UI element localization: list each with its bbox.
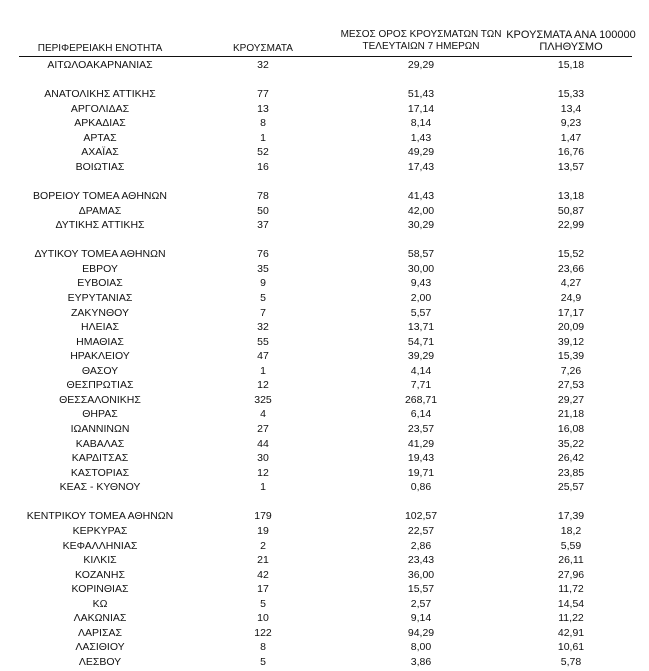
region-name: ΑΡΓΟΛΙΔΑΣ [70,102,130,115]
cases-per-100000-value: 18,2 [560,524,582,537]
region-name: ΒΟΙΩΤΙΑΣ [75,160,125,173]
region-name: ΑΧΑΪΑΣ [81,146,119,159]
table-row [0,524,649,538]
cases-value: 17 [257,583,269,596]
region-name: ΚΑΒΑΛΑΣ [75,437,125,450]
cases-per-100000-value: 11,72 [558,583,584,596]
cases-value: 1 [260,364,266,377]
region-name: ΚΟΖΑΝΗΣ [75,568,125,581]
table-row [0,509,649,523]
region-name: ΒΟΡΕΙΟΥ ΤΟΜΕΑ ΑΘΗΝΩΝ [33,190,167,202]
avg-7day-value: 51,43 [407,88,435,101]
avg-7day-value: 8,14 [410,117,432,130]
avg-7day-value: 15,57 [407,583,435,596]
table-row [0,407,649,421]
header-rule [19,56,632,57]
cases-per-100000-value: 27,96 [557,568,585,581]
cases-value: 8 [260,117,266,130]
cases-per-100000-value: 50,87 [557,204,585,217]
avg-7day-value: 5,57 [410,306,432,319]
table-row [0,364,649,378]
region-name: ΕΒΡΟΥ [82,262,118,275]
avg-7day-value: 19,71 [407,466,435,479]
cases-per-100000-value: 17,39 [557,510,585,523]
cases-value: 5 [260,597,266,610]
avg-7day-value: 54,71 [407,335,435,348]
table-row [0,102,649,116]
cases-value: 50 [257,204,269,217]
region-name: ΔΥΤΙΚΗΣ ΑΤΤΙΚΗΣ [55,219,145,232]
table-row [0,218,649,232]
avg-7day-value: 17,43 [407,160,435,173]
table-row [0,378,649,392]
region-name: ΖΑΚΥΝΘΟΥ [70,306,129,319]
region-name: ΑΝΑΤΟΛΙΚΗΣ ΑΤΤΙΚΗΣ [44,88,156,101]
region-name: ΑΡΤΑΣ [83,131,117,144]
table-row [0,131,649,145]
region-name: ΗΜΑΘΙΑΣ [76,335,124,348]
avg-7day-value: 22,57 [407,524,435,537]
table-row [0,466,649,480]
table-row [0,262,649,276]
cases-value: 5 [260,292,266,304]
cases-per-100000-value: 5,78 [560,656,582,668]
cases-per-100000-value: 23,85 [557,466,585,479]
avg-7day-value: 19,43 [407,452,435,465]
region-name: ΚΕΦΑΛΛΗΝΙΑΣ [62,539,138,552]
header-cases-per-100000-line1: ΚΡΟΥΣΜΑΤΑ ΑΝΑ 100000 [506,29,636,41]
cases-value: 27 [257,423,269,435]
region-name: ΚΕΝΤΡΙΚΟΥ ΤΟΜΕΑ ΑΘΗΝΩΝ [26,510,174,523]
table-row [0,306,649,320]
avg-7day-value: 13,71 [407,321,435,334]
region-name: ΚΩ [92,597,108,610]
cases-value: 16 [257,160,269,173]
cases-value: 52 [257,146,269,159]
avg-7day-value: 41,43 [407,190,435,202]
header-cases-per-100000-line2: ΠΛΗΘΥΣΜΟ [539,41,603,53]
cases-per-100000-value: 35,22 [557,437,585,450]
region-name: ΘΕΣΣΑΛΟΝΙΚΗΣ [59,393,141,406]
table-row [0,58,649,72]
avg-7day-value: 36,00 [407,568,435,581]
table-row [0,349,649,363]
region-name: ΛΕΣΒΟΥ [78,656,122,668]
avg-7day-value: 3,86 [410,656,432,668]
cases-per-100000-value: 27,53 [557,379,585,392]
cases-per-100000-value: 9,23 [560,117,582,130]
table-row [0,611,649,625]
cases-per-100000-value: 39,12 [557,335,585,348]
cases-value: 47 [257,350,269,363]
avg-7day-value: 30,00 [407,262,435,275]
region-name: ΕΥΒΟΙΑΣ [77,277,123,290]
cases-per-100000-value: 7,26 [560,364,582,377]
cases-per-100000-value: 13,4 [560,102,582,115]
avg-7day-value: 4,14 [410,364,432,377]
table-row [0,291,649,305]
region-name: ΚΕΡΚΥΡΑΣ [72,524,128,537]
cases-per-100000-value: 16,08 [557,423,585,435]
cases-value: 7 [260,306,266,319]
cases-value: 30 [257,452,269,465]
cases-per-100000-value: 21,18 [557,408,585,421]
cases-value: 12 [257,379,269,392]
cases-value: 8 [260,641,266,654]
region-name: ΔΡΑΜΑΣ [78,204,122,217]
table-row [0,539,649,553]
region-name: ΚΟΡΙΝΘΙΑΣ [71,583,129,596]
table-row [0,393,649,407]
table-row [0,189,649,203]
cases-per-100000-value: 42,91 [557,626,585,639]
cases-per-100000-value: 13,57 [557,160,585,173]
table-row [0,422,649,436]
region-name: ΛΑΚΩΝΙΑΣ [73,612,127,625]
cases-per-100000-value: 29,27 [557,393,585,406]
table-row [0,247,649,261]
region-name: ΙΩΑΝΝΙΝΩΝ [70,423,130,435]
table-row [0,437,649,451]
cases-value: 4 [260,408,266,421]
avg-7day-value: 17,14 [407,102,435,115]
avg-7day-value: 102,57 [404,510,438,523]
cases-per-100000-value: 13,18 [557,190,585,202]
cases-value: 1 [260,481,266,494]
cases-per-100000-value: 26,11 [558,554,584,566]
avg-7day-value: 9,43 [410,277,432,290]
cases-per-100000-value: 15,18 [557,59,585,71]
cases-value: 78 [257,190,269,202]
cases-value: 37 [257,219,269,232]
header-7day-average-line2: ΤΕΛΕΥΤΑΙΩΝ 7 ΗΜΕΡΩΝ [362,41,480,52]
cases-value: 5 [260,656,266,668]
region-name: ΕΥΡΥΤΑΝΙΑΣ [67,292,133,304]
cases-per-100000-value: 17,17 [557,306,585,319]
cases-value: 55 [257,335,269,348]
header-7day-average [331,29,511,53]
avg-7day-value: 8,00 [410,641,432,654]
cases-value: 35 [257,262,269,275]
region-name: ΗΛΕΙΑΣ [80,321,119,334]
avg-7day-value: 6,14 [410,408,432,421]
table-row [0,597,649,611]
avg-7day-value: 9,14 [410,612,432,625]
region-name: ΘΗΡΑΣ [82,408,118,421]
cases-value: 325 [254,393,272,406]
region-name: ΘΕΣΠΡΩΤΙΑΣ [66,379,134,392]
region-name: ΚΙΛΚΙΣ [83,554,117,566]
cases-value: 122 [254,626,272,639]
cases-per-100000-value: 11,22 [558,612,584,625]
avg-7day-value: 268,71 [404,393,438,406]
avg-7day-value: 2,00 [410,292,432,304]
cases-per-100000-value: 20,09 [557,321,585,334]
cases-value: 42 [257,568,269,581]
cases-value: 44 [257,437,269,450]
region-name: ΔΥΤΙΚΟΥ ΤΟΜΕΑ ΑΘΗΝΩΝ [34,248,166,261]
table-row [0,626,649,640]
table-row [0,480,649,494]
cases-value: 76 [257,248,269,261]
cases-value: 2 [260,539,266,552]
region-name: ΛΑΡΙΣΑΣ [78,626,122,639]
cases-value: 179 [254,510,272,523]
avg-7day-value: 2,86 [410,539,432,552]
table-row [0,160,649,174]
cases-value: 1 [260,131,266,144]
cases-per-100000-value: 4,27 [560,277,582,290]
cases-per-100000-value: 1,47 [560,131,582,144]
avg-7day-value: 0,86 [410,481,432,494]
table-row [0,568,649,582]
table-row [0,320,649,334]
avg-7day-value: 29,29 [407,59,435,71]
table-row [0,116,649,130]
region-name: ΚΕΑΣ - ΚΥΘΝΟΥ [59,481,141,494]
cases-per-100000-value: 23,66 [557,262,585,275]
cases-per-100000-value: 15,39 [557,350,585,363]
avg-7day-value: 42,00 [407,204,435,217]
cases-per-100000-value: 24,9 [560,292,582,304]
region-name: ΑΡΚΑΔΙΑΣ [74,117,126,130]
region-name: ΚΑΣΤΟΡΙΑΣ [70,466,130,479]
avg-7day-value: 94,29 [407,626,435,639]
avg-7day-value: 39,29 [407,350,435,363]
cases-per-100000-value: 5,59 [560,539,582,552]
table-row [0,145,649,159]
table-row [0,335,649,349]
table-row [0,87,649,101]
cases-per-100000-value: 26,42 [557,452,585,465]
table-row [0,553,649,567]
table-row [0,204,649,218]
header-cases-per-100000 [486,29,649,53]
cases-value: 77 [257,88,269,101]
avg-7day-value: 2,57 [410,597,432,610]
avg-7day-value: 49,29 [407,146,435,159]
cases-value: 9 [260,277,266,290]
cases-value: 32 [257,321,269,334]
table-row [0,276,649,290]
region-name: ΚΑΡΔΙΤΣΑΣ [71,452,129,465]
cases-per-100000-value: 15,33 [557,88,585,101]
avg-7day-value: 58,57 [407,248,435,261]
region-name: ΘΑΣΟΥ [81,364,119,377]
table-row [0,655,649,669]
region-name: ΑΙΤΩΛΟΑΚΑΡΝΑΝΙΑΣ [47,59,153,71]
cases-per-100000-value: 22,99 [557,219,585,232]
region-name: ΗΡΑΚΛΕΙΟΥ [70,350,130,363]
header-region: ΠΕΡΙΦΕΡΕΙΑΚΗ ΕΝΟΤΗΤΑ [37,43,163,54]
avg-7day-value: 23,43 [407,554,435,566]
cases-value: 10 [257,612,269,625]
avg-7day-value: 7,71 [410,379,432,392]
cases-value: 12 [257,466,269,479]
cases-per-100000-value: 10,61 [557,641,585,654]
cases-value: 21 [257,554,269,566]
cases-per-100000-value: 25,57 [557,481,585,494]
header-cases: ΚΡΟΥΣΜΑΤΑ [233,43,293,54]
cases-value: 19 [257,524,269,537]
cases-value: 13 [257,102,269,115]
avg-7day-value: 30,29 [407,219,435,232]
cases-per-100000-value: 16,76 [557,146,585,159]
region-name: ΛΑΣΙΘΙΟΥ [75,641,125,654]
table-row [0,582,649,596]
cases-value: 32 [257,59,269,71]
avg-7day-value: 23,57 [407,423,435,435]
cases-per-100000-value: 14,54 [557,597,585,610]
cases-per-100000-value: 15,52 [557,248,585,261]
avg-7day-value: 1,43 [410,131,432,144]
table-row [0,451,649,465]
header-7day-average-line1: ΜΕΣΟΣ ΟΡΟΣ ΚΡΟΥΣΜΑΤΩΝ ΤΩΝ [340,29,502,40]
avg-7day-value: 41,29 [407,437,435,450]
table-row [0,640,649,654]
